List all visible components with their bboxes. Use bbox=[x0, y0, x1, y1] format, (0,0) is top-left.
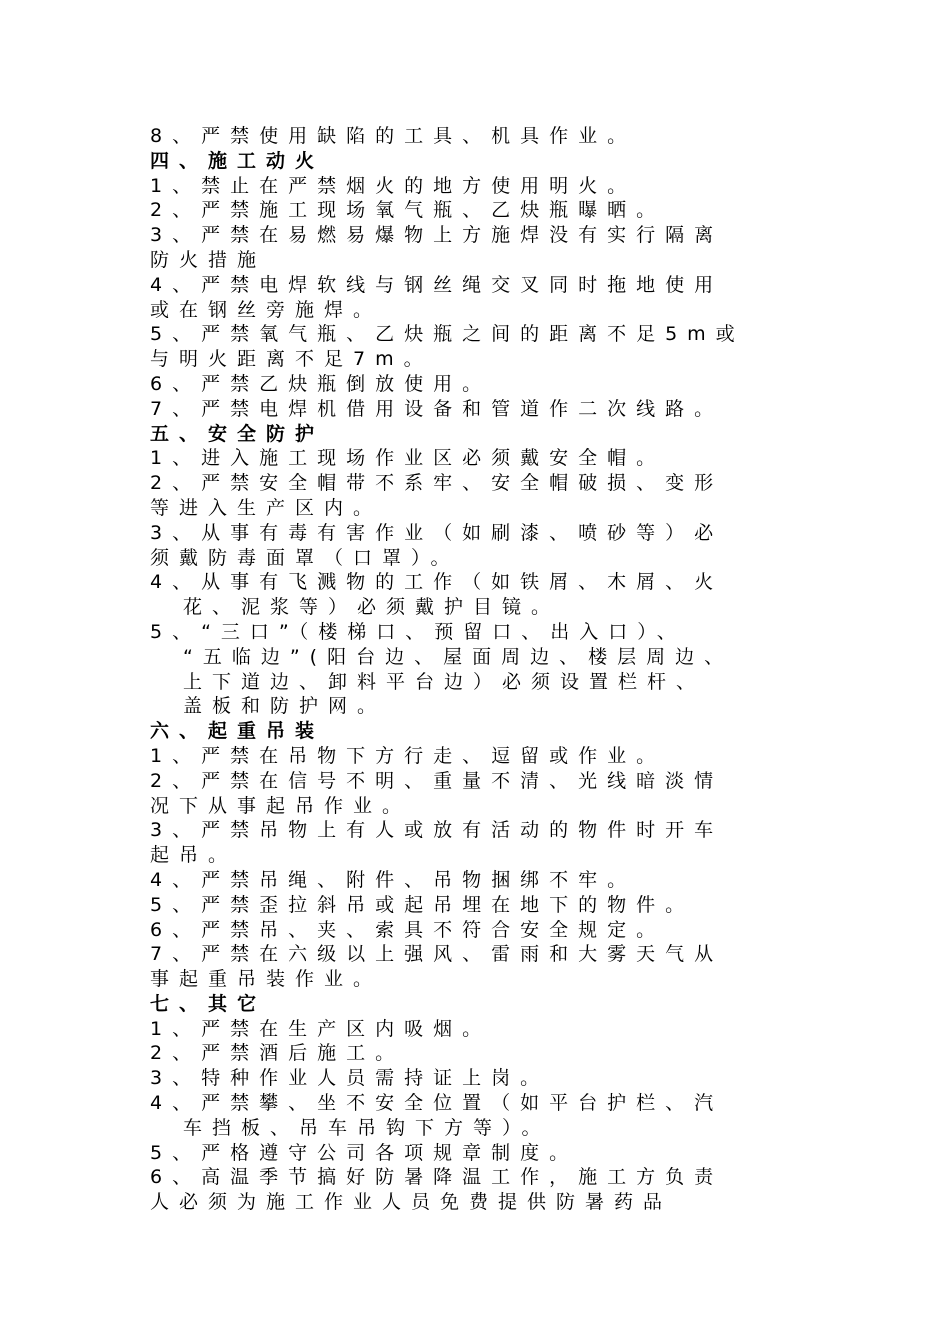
text-line: 5、严禁歪拉斜吊或起吊埋在地下的物件。 bbox=[150, 893, 695, 916]
text-line: 防火措施 bbox=[150, 248, 267, 271]
text-line: 4、从事有飞溅物的工作（如铁屑、木屑、火 bbox=[150, 571, 724, 594]
text-line: 事起重吊装作业。 bbox=[150, 968, 383, 991]
text-line: 起吊。 bbox=[150, 844, 238, 867]
text-line: 7、严禁在六级以上强风、雷雨和大雾天气从 bbox=[150, 943, 724, 966]
section-heading: 五、安全防护 bbox=[150, 422, 325, 445]
text-line: 1、严禁在吊物下方行走、逗留或作业。 bbox=[150, 744, 666, 767]
text-line: 或在钢丝旁施焊。 bbox=[150, 298, 383, 321]
text-line: 花、泥浆等）必须戴护目镜。 bbox=[183, 596, 561, 619]
text-line: 与明火距离不足7m。 bbox=[150, 348, 433, 371]
document-page bbox=[150, 124, 810, 1215]
text-line: 4、严禁电焊软线与钢丝绳交叉同时拖地使用 bbox=[150, 273, 724, 296]
text-line: 6、严禁乙炔瓶倒放使用。 bbox=[150, 372, 492, 395]
text-line: 盖板和防护网。 bbox=[183, 695, 387, 718]
text-line: 车挡板、吊车吊钩下方等）。 bbox=[183, 1116, 551, 1139]
section-heading: 七、其它 bbox=[150, 992, 267, 1015]
text-line: 3、特种作业人员需持证上岗。 bbox=[150, 1067, 550, 1090]
text-line: 3、严禁吊物上有人或放有活动的物件时开车 bbox=[150, 819, 724, 842]
text-line: 2、严禁酒后施工。 bbox=[150, 1042, 405, 1065]
text-line: 3、严禁在易燃易爆物上方施焊没有实行隔离 bbox=[150, 224, 724, 247]
text-line: 等进入生产区内。 bbox=[150, 496, 383, 519]
section-heading: 四、施工动火 bbox=[150, 149, 325, 172]
text-line: 4、严禁攀、坐不安全位置（如平台护栏、汽 bbox=[150, 1092, 724, 1115]
section-heading: 六、起重吊装 bbox=[150, 720, 325, 743]
text-line: “五临边”(阳台边、屋面周边、楼层周边、 bbox=[183, 645, 734, 668]
text-line: 6、高温季节搞好防暑降温工作，施工方负责 bbox=[150, 1166, 724, 1189]
text-line: 5、严禁氧气瓶、乙炔瓶之间的距离不足5m或 bbox=[150, 323, 745, 346]
text-line: 人必须为施工作业人员免费提供防暑药品 bbox=[150, 1191, 673, 1214]
text-line: 1、严禁在生产区内吸烟。 bbox=[150, 1017, 492, 1040]
text-line: 2、严禁安全帽带不系牢、安全帽破损、变形 bbox=[150, 472, 724, 495]
text-line: 况下从事起吊作业。 bbox=[150, 794, 412, 817]
text-line: 8、严禁使用缺陷的工具、机具作业。 bbox=[150, 125, 637, 147]
text-line: 7、严禁电焊机借用设备和管道作二次线路。 bbox=[150, 397, 724, 420]
text-line: 6、严禁吊、夹、索具不符合安全规定。 bbox=[150, 918, 666, 941]
text-line: 4、严禁吊绳、附件、吊物捆绑不牢。 bbox=[150, 868, 637, 891]
text-line: 5、“三口”（楼梯口、预留口、出入口）、 bbox=[150, 620, 686, 643]
text-line: 1、进入施工现场作业区必须戴安全帽。 bbox=[150, 447, 666, 470]
text-line: 须戴防毒面罩（口罩）。 bbox=[150, 546, 460, 569]
text-line: 1、禁止在严禁烟火的地方使用明火。 bbox=[150, 174, 637, 197]
text-line: 5、严格遵守公司各项规章制度。 bbox=[150, 1141, 579, 1164]
text-line: 上下道边、卸料平台边）必须设置栏杆、 bbox=[183, 670, 706, 693]
text-line: 3、从事有毒有害作业（如刷漆、喷砂等）必 bbox=[150, 521, 724, 544]
text-line: 2、严禁施工现场氧气瓶、乙炔瓶曝晒。 bbox=[150, 199, 666, 222]
text-line: 2、严禁在信号不明、重量不清、光线暗淡情 bbox=[150, 769, 724, 792]
